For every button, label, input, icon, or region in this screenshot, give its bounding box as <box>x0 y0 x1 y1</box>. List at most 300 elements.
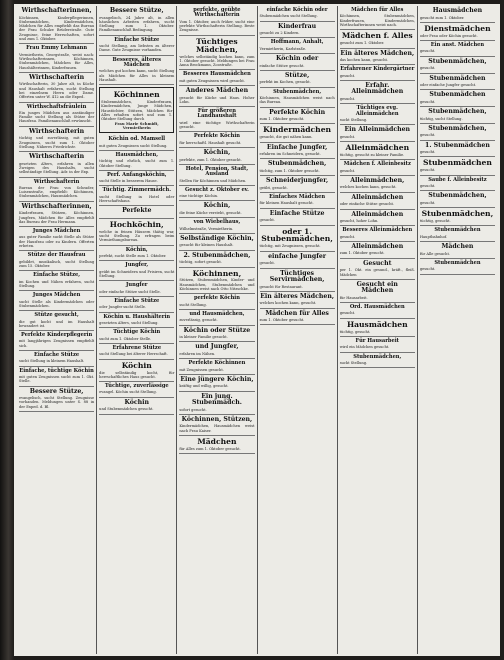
ad-body: gesucht. <box>339 311 356 316</box>
ad-body: für Alles zum 1. Oktober gesucht. <box>179 447 241 452</box>
ad-body: tüchtig, gesucht. <box>419 219 451 224</box>
ad-headline: Besseres, älteres Mädchen <box>112 56 161 68</box>
classified-ad <box>179 342 254 359</box>
ad-body: eine tüchtige Köchin. <box>179 194 219 199</box>
classified-ad <box>340 353 415 369</box>
classified-ad <box>99 297 174 313</box>
ad-headline: Alleinmädchen, <box>350 176 405 184</box>
ad-headline: perfekte Köchin <box>193 295 240 302</box>
ad-body: sucht Stellung bei älterer Herrschaft. <box>99 352 168 357</box>
ad-headline: Mädchen für Alles <box>351 7 404 13</box>
ad-headline: Stubenmädchen <box>434 259 481 266</box>
ad-body: gesucht zum 1. Oktober. <box>419 15 465 20</box>
ad-headline: und Hausmädchen, <box>189 311 245 318</box>
classified-ad <box>340 226 415 242</box>
classified-ad <box>19 251 94 271</box>
classified-ad <box>99 382 174 398</box>
ad-headline: Wirthschaftsfräulein <box>26 103 87 110</box>
classified-ad <box>179 310 254 326</box>
ad-headline: Eine jüngere Köchin, <box>180 375 254 383</box>
ad-headline: oder 1. Stubenmädchen, <box>261 226 333 244</box>
classified-ad <box>179 186 254 202</box>
ad-body: gesucht. <box>259 218 276 223</box>
classified-ad <box>99 344 174 360</box>
ad-body: erfahren im Nähen. <box>179 351 216 356</box>
ad-headline: Einfache Stütze <box>269 209 325 217</box>
ad-headline: Hausmädchen <box>346 319 408 329</box>
ad-body: gesucht. <box>419 267 436 272</box>
ad-headline: Ein jung. Stubenmädch. <box>191 392 242 407</box>
ad-body: evangel. Köchin sucht Stellung. <box>99 390 157 395</box>
classified-ad <box>19 387 94 412</box>
ad-body: tüchtig, gesucht zu kleiner Familie. <box>339 152 405 157</box>
classified-ad <box>420 176 495 192</box>
ad-headline: Kinderfrau <box>278 22 317 30</box>
classified-ad <box>179 251 254 268</box>
classified-ad <box>99 151 174 171</box>
classified-ad <box>340 142 415 160</box>
ad-headline: Ein Alleinmädchen <box>344 126 411 134</box>
classified-ad <box>19 227 94 251</box>
classified-ad <box>420 23 495 41</box>
ad-headline: Für größeren Landhaushalt <box>197 108 237 120</box>
classified-ad <box>340 81 415 104</box>
ad-column-2 <box>97 6 177 654</box>
ad-body: mit langjährigen Zeugnissen empfiehlt sich. <box>19 339 95 348</box>
ad-body: tüchtig, mit Zeugnissen, gesucht. <box>259 244 321 249</box>
ad-headline: Köchin, <box>203 202 231 210</box>
ad-headline: Mädchen f. Alleinbesitz <box>343 161 411 168</box>
ad-body: Vermietherin, Karlstraße. <box>259 46 307 51</box>
ad-headline: Tüchtige Köchin <box>113 329 161 336</box>
ad-column-4 <box>258 6 338 654</box>
classified-ad <box>99 186 174 206</box>
ad-body: erfahren im Schneidern, gesucht. <box>259 152 321 157</box>
classified-ad <box>179 415 254 436</box>
ad-body: gesucht, hoher Lohn. <box>339 219 379 224</box>
ad-body: perfekt im Kochen, gesucht. <box>259 80 311 85</box>
classified-ad <box>420 208 495 226</box>
classified-ad <box>99 261 174 281</box>
ad-body: das kochen kann, gesucht. <box>339 58 389 62</box>
ad-headline: Köchinnen, <box>192 268 242 278</box>
classified-ad <box>420 41 495 57</box>
ad-body: welches kochen kann, gesucht. <box>259 301 317 306</box>
ad-headline: Köchinnen <box>113 90 160 100</box>
classified-ad <box>420 191 495 208</box>
ad-headline: Bessere Stütze, <box>109 7 164 14</box>
ad-body: oder einfache Stütze gesucht. <box>339 202 395 207</box>
ad-headline: Ein älteres Mädchen, <box>260 292 334 300</box>
ad-body: welches kochen kann, gesucht. <box>339 185 397 190</box>
ad-headline: 1. Stubenmädchen <box>425 141 490 149</box>
ad-headline: Wirthschafterin <box>29 73 85 81</box>
ad-headline: 2. Stubenmädchen, <box>183 251 251 259</box>
book-spine <box>0 0 14 660</box>
ad-headline: Wirthschafterinnen, <box>21 202 92 210</box>
classified-ad <box>99 360 174 383</box>
ad-headline: Mädchen f. Alles <box>341 31 413 41</box>
ad-body: sucht Stellung in Hotel oder Herrschaftshaus. <box>99 194 175 204</box>
ad-body: gesucht. <box>419 49 436 54</box>
classified-ad <box>420 242 495 259</box>
ad-headline: Perfekte Köchin <box>193 133 240 140</box>
classified-ad <box>340 259 415 280</box>
ad-headline: Stubenmädchen, <box>267 160 327 168</box>
ad-body: gesucht für kleinen Haushalt. <box>179 243 234 248</box>
classified-ad <box>260 226 335 252</box>
classified-ad <box>179 392 254 415</box>
classified-ad <box>340 160 415 176</box>
ad-column-6 <box>418 6 497 654</box>
ad-headline: Stütze gesucht, <box>34 312 79 319</box>
ad-body: gesucht zum 1. Oktober. <box>339 41 385 46</box>
ad-body: die gut kocht und im Haushalt bewandert ist. <box>19 319 95 328</box>
classified-ad <box>19 152 94 177</box>
ad-headline: Einfaches Mädchen <box>269 194 326 201</box>
classified-ad <box>99 36 174 56</box>
ad-body: Stützen, Stubenmädchen, Kinder- und Hausmädchen, Stubenmädchen und Köchinnen weist nach Otto Nitzschke. <box>179 278 255 292</box>
ad-headline: Für Hausarbeit <box>355 338 399 345</box>
classified-ad <box>179 436 254 454</box>
ad-headline: Köchin <box>121 360 152 370</box>
ad-headline: Wirthschafterin <box>29 153 85 161</box>
ad-body: Köchinnen, Hausmädchen weist nach das Bureau. <box>259 96 335 105</box>
ad-headline: Köchin, <box>203 149 231 157</box>
classified-ad <box>260 193 335 209</box>
classified-ad <box>179 326 254 343</box>
ad-body: Wilhelmstraße, Vermietherin. <box>179 226 234 231</box>
ad-body: Ein junges Mädchen aus anständiger Familie sucht Stellung als Stütze der Hausfrau. Familienanschluß erwünscht. <box>19 110 95 124</box>
classified-ad <box>179 36 254 71</box>
ad-headline: Tüchtige, zuverlässige <box>104 383 169 390</box>
classified-ad <box>260 124 335 142</box>
ad-body: gesetzten Alters, sucht Stellung. <box>99 320 159 325</box>
ad-headline: von Wiebelhaus, <box>193 219 241 226</box>
ad-body: gesucht. <box>419 168 436 173</box>
classified-ad <box>340 210 415 227</box>
classified-ad <box>179 148 254 165</box>
ad-headline: Ein älteres Mädchen, <box>340 49 415 57</box>
ad-headline: Erfahr. Alleinmädchen <box>351 81 404 96</box>
ad-headline: Tüchtiges Mädchen, <box>196 36 238 54</box>
ad-headline: Erfahrener Kindergärtner <box>340 66 415 73</box>
classified-ad <box>260 292 335 309</box>
ad-body: gesucht für Restaurant. <box>259 284 303 289</box>
classified-ad <box>260 269 335 292</box>
ad-headline: Einfache Stütze <box>34 352 80 359</box>
ad-headline: Perfekte <box>122 207 152 215</box>
ad-headline: Köchin oder Stütze <box>183 326 251 334</box>
ad-headline: Mädchen <box>197 437 237 447</box>
ad-body: Hauptbahnhof. <box>419 234 448 239</box>
ad-headline: Stubenmädchen, <box>421 209 494 219</box>
classified-ad <box>340 65 415 81</box>
classified-ad <box>19 202 94 227</box>
ad-headline: Perfekte Köchin <box>269 108 326 116</box>
classified-ad <box>340 242 415 259</box>
ad-headline: Stütze, <box>284 71 310 79</box>
ad-headline: Kindermädchen <box>263 125 332 135</box>
classified-ad <box>340 280 415 303</box>
classified-ad <box>19 44 94 73</box>
ad-body: gesucht. <box>259 261 276 266</box>
ad-headline: Wirthschafterin <box>33 178 80 185</box>
classified-ad <box>99 171 174 187</box>
classified-ad <box>19 103 94 127</box>
ad-body: tüchtig, gesucht. <box>339 329 371 334</box>
ad-headline: Wirthschafterinnen, <box>21 7 92 14</box>
ad-body: mit Zeugnissen gesucht. <box>179 367 224 372</box>
ad-body: die feine Küche versteht, gesucht. <box>179 210 242 215</box>
ad-body: sofort gesucht. <box>179 407 207 412</box>
ad-headline: Einfache Jungfer, <box>266 143 328 151</box>
classified-ad <box>179 6 254 36</box>
ad-headline: Stubenmädchen, <box>428 108 487 116</box>
ad-body: mit guten Zeugnissen sucht Stellung. <box>99 143 168 148</box>
classified-ad <box>260 159 335 176</box>
ad-body: oder Frau oder Köchin gesucht. <box>419 33 478 38</box>
classified-ad <box>260 252 335 269</box>
ad-headline: Köchin od. Mamsell <box>108 136 166 143</box>
ad-headline: Stubenmädchen, <box>428 124 487 132</box>
classified-ad <box>99 206 174 219</box>
ad-headline: Perf. Anfangsköchin, <box>106 171 167 178</box>
classified-ad <box>19 367 94 387</box>
classified-ad <box>260 143 335 160</box>
ad-headline: Schneiderjungfer, <box>266 177 329 185</box>
ad-body: gesucht. <box>419 200 436 205</box>
classified-ad <box>19 6 94 44</box>
ad-body: gesucht zu 2 Kindern. <box>259 31 300 36</box>
ad-body: in kleiner Familie gesucht. <box>179 335 228 340</box>
ad-headline: Junges Mädchen <box>32 292 81 299</box>
ad-body: tüchtig, sucht Stellung. <box>419 116 463 121</box>
ad-body: tüchtig, zum 1. Oktober gesucht. <box>259 168 320 173</box>
ad-body: tüchtig, sofort gesucht. <box>179 260 222 265</box>
ad-body: gesucht. <box>339 73 356 78</box>
ad-body: gesucht. <box>339 234 356 239</box>
ad-headline: Köchinnen, Stützen, <box>181 415 253 423</box>
ad-headline: Gesucht ein Mädchen <box>356 280 398 295</box>
newspaper-page <box>14 4 500 656</box>
classified-ad <box>19 271 94 291</box>
ad-headline: Ord. Hausmädchen <box>349 304 405 311</box>
ad-body: geübt im Schneidern und Frisiren, sucht Stellung. <box>99 269 175 279</box>
ad-body: gesucht. <box>419 133 436 138</box>
ad-headline: Stubenmädchen <box>429 74 486 82</box>
ad-body: für herrschaftl. Haushalt gesucht. <box>179 140 242 145</box>
ad-headline: Köchin <box>124 398 149 406</box>
ad-body: sucht Stelle als Kindermädchen oder Stubenmädchen. <box>19 299 95 308</box>
ad-body: gesucht. <box>419 99 436 104</box>
ad-headline: Köchin u. Haushälterin <box>103 313 171 320</box>
classified-ad <box>179 268 254 295</box>
classified-ad <box>420 226 495 242</box>
ad-body: zum 1. Oktober gesucht. <box>259 318 305 323</box>
ad-body: gesucht, die gut nähen kann. <box>259 135 313 140</box>
ad-headline: Hausmädchen, <box>115 151 158 158</box>
classified-ad <box>19 331 94 351</box>
classified-ad <box>260 54 335 71</box>
ad-headline: Ein anst. Mädchen <box>430 42 485 49</box>
ad-body: einfache Stütze gesucht. <box>259 63 305 68</box>
ad-body: gesucht. <box>339 134 356 139</box>
ad-column-5 <box>338 6 418 654</box>
ad-body: gesucht für Küche und Haus. Hoher Lohn. <box>179 95 255 104</box>
ad-headline: Stubenmädchen <box>429 91 486 99</box>
classified-ad <box>99 398 174 415</box>
ad-headline: Stubenmädchen, <box>428 57 487 65</box>
ad-body: gesucht. <box>419 66 436 71</box>
classified-ad <box>340 6 415 30</box>
ad-headline: Erfahrene Stütze <box>112 344 162 351</box>
classified-ad <box>179 107 254 132</box>
ad-headline: Tüchtiges Servirmädchen, <box>269 269 325 284</box>
ad-body: welches selbständig kochen kann, zum 1. Oktober gesucht. Meldungen bei Frau Anna Brockmann, Zoostraße. <box>179 54 255 68</box>
classified-ad <box>19 311 94 331</box>
classified-ad <box>420 124 495 141</box>
ad-body: Vermietherin, Georgstraße, weist nach: Wirthschafterinnen, Köchinnen, Stubenmädchen, Mädchen für Alles, Haushälterinnen, Kinderfrauen. <box>19 52 95 70</box>
ad-headline: Anderes Mädchen <box>185 87 249 95</box>
ad-headline: Stubenmädchen, <box>353 353 402 360</box>
ad-body: zuverlässig, gesucht. <box>179 318 218 323</box>
ad-headline: Tüchtig. Zimmermädch. <box>102 187 171 194</box>
classified-ad <box>179 132 254 148</box>
ad-headline: Hochköchin, <box>109 219 164 229</box>
ad-headline: Dienstmädchen <box>424 23 491 33</box>
ad-body: sucht Stellung. <box>339 361 368 366</box>
classified-ad <box>179 294 254 310</box>
ad-body: gesetzten Alters, erfahren in allen Zweigen des Haushalts, sucht selbständige Stellung. Adr. in der Exp. <box>19 161 95 175</box>
ad-body: Vom 1. Oktober, auch früher, sucht eine perfekte Wirthschafterin Stellung. Beste Zeugnisse. <box>179 19 255 33</box>
ad-body: Wirthschafterin, 30 Jahre alt, in Küche und Haushalt erfahren, sucht Stellung bei einzelnem Herrn oder Dame. Offerten unter W. 412 an die Exped. <box>19 82 95 100</box>
ad-headline: Stütze der Hausfrau <box>27 252 86 259</box>
ad-body: sucht Stelle in besserem Hause. <box>99 179 158 184</box>
ad-headline: perfekte, geübte Wirthschafterin <box>193 7 241 19</box>
ad-body: und Stubenmädchen gesucht. <box>99 407 154 412</box>
classified-ad <box>19 351 94 367</box>
ad-headline: Stubenmädchen, <box>273 88 322 95</box>
ad-body: für Hausarbeit. <box>339 295 368 300</box>
ad-headline: Saube f. Alleinbesitz <box>428 176 487 183</box>
ad-body: zum 1. Oktober gesucht. <box>259 117 305 122</box>
classified-ad <box>99 87 174 133</box>
ad-headline: Hotel, Pension, Stadt, Ausland <box>185 165 249 178</box>
ad-body: gesucht. <box>419 150 436 155</box>
ad-headline: Einfache Stütze <box>114 297 160 304</box>
classified-ad <box>340 319 415 337</box>
ad-headline: Stubenmädchen <box>434 227 481 234</box>
ad-headline: Köchin, <box>125 246 148 253</box>
classified-ad <box>179 359 254 375</box>
classified-ad <box>179 201 254 218</box>
classified-ad <box>420 57 495 74</box>
classified-ad <box>420 74 495 91</box>
ad-body: Köchinnen, Stubenmädchen, Kinderfrauen, Kindermädchen, Wirthschafterinnen weist nach. <box>339 14 415 27</box>
ad-headline: Junges Mädchen <box>32 228 81 235</box>
ad-body: per 1. Okt. ein gesund., kräft., fleiß. Mädchen <box>339 268 415 277</box>
ad-body: im Kochen und Nähen erfahren, sucht Stellung. <box>19 279 95 288</box>
ad-body: mit guten Zeugnissen wird gesucht. <box>179 78 245 83</box>
classified-ad <box>340 176 415 193</box>
ad-headline: Wirthschafterin <box>29 127 85 135</box>
classified-ad <box>260 6 335 22</box>
ad-body: welches gut kochen kann, sucht Stellung als Mädchen für Alles in kleinem Haushalt. <box>99 69 175 82</box>
classified-ad <box>99 135 174 151</box>
ad-body: gesucht. <box>339 96 356 101</box>
classified-ad <box>99 56 174 86</box>
ad-headline: Stubenmädchen <box>422 158 492 168</box>
column-container <box>17 6 497 654</box>
classified-ad <box>260 209 335 226</box>
ad-headline: Perfekte Kinderpflegerin <box>21 332 93 339</box>
ad-body: mit guten Zeugnissen sucht zum 1. Okt. Stelle. <box>19 375 95 384</box>
classified-ad <box>179 86 254 107</box>
ad-body: Stubenmädchen sucht Stellung. <box>259 14 318 19</box>
ad-body: Stellen für Köchinnen und Mädchen. <box>179 178 247 183</box>
ad-body: tüchtig und ehrlich, sucht zum 1. Oktober Stellung. <box>99 159 175 168</box>
classified-ad <box>420 6 495 23</box>
classified-ad <box>99 219 174 246</box>
ad-headline: und Jungfer, <box>195 343 239 351</box>
ad-headline: Alleinmädchen <box>351 210 404 218</box>
classified-ad <box>99 313 174 329</box>
classified-ad <box>99 246 174 262</box>
classified-ad <box>420 90 495 107</box>
classified-ad <box>19 291 94 311</box>
ad-headline: Besseres Hausmädchen <box>183 71 251 78</box>
ad-body: zum 1. Oktober gesucht. <box>339 251 385 256</box>
classified-ad <box>420 259 495 275</box>
classified-ad <box>340 30 415 48</box>
ad-body: Bureau der Frau von Schrader, Luisenstraße, empfiehlt: Köchinnen, Stubenmädchen, Hausmädchen. <box>19 185 95 199</box>
ad-headline: einfache Jungfer <box>268 252 327 260</box>
ad-headline: Gesucht z. Oktober ev. <box>184 186 249 193</box>
ad-headline: Selbständige Köchin, <box>180 234 254 242</box>
ad-body: gesucht. <box>339 168 356 173</box>
ad-body: sucht Stellung in kleinem Haushalt. <box>19 359 85 364</box>
ad-body: perfekt, sucht Stelle zum 1. Oktober. <box>99 254 167 259</box>
classified-ad <box>260 176 335 193</box>
ad-headline: Einfache, tüchtige Köchin <box>19 367 94 374</box>
ad-body: aus guter Familie sucht Stelle als Stütze der Hausfrau oder zu Kindern. Offerten erbeten. <box>19 235 95 249</box>
classified-ad <box>99 328 174 344</box>
ad-body: gebildet, musikalisch, sucht Stellung zum 15. Oktober. <box>19 259 95 269</box>
ad-headline: Köchin oder <box>275 55 319 63</box>
ad-body: Köchinnen, Kinderpflegerinnen, Stubenmädchen, Kindermädchen, Mädchen für Alles empfiehlt das Bureau der Frau Schulze Brüderstraße. Gute Zeugnisse, feine Herrschaften, sofort und zum 1. Oktober. <box>19 15 95 41</box>
ad-column-1 <box>17 6 97 654</box>
ad-headline: Mädchen für Alles <box>265 309 329 317</box>
ad-headline: Hausmädchen <box>432 7 483 14</box>
classified-ad <box>260 71 335 88</box>
classified-ad <box>19 73 94 103</box>
ad-body: für Alle gesucht. <box>419 251 451 256</box>
ad-body: die selbständig kocht, für herrschaftliches Haus gesucht. <box>99 370 175 379</box>
classified-ad <box>179 218 254 234</box>
ad-body: perfekte, zum 1. Oktober gesucht. <box>179 157 242 162</box>
ad-body: welche in feinen Häusern thätig war, sucht Stellung. Zu erfragen beim Vermiethungsbureau. <box>99 229 175 243</box>
ad-body: evangelisch, 24 Jahre alt, in allen häuslichen Arbeiten erfahren, sucht Stellung zum 1. Oktober. Familienanschluß Bedingung. <box>99 15 175 33</box>
ad-body: wird ein Mädchen gesucht. <box>339 345 390 350</box>
ad-body: evangelisch, sucht Stellung. Zeugnisse vorhanden. Meldungen unter S. 88 in der Exped. d. Bl. <box>19 396 95 409</box>
ad-column-3 <box>177 6 257 654</box>
classified-ad <box>420 157 495 175</box>
ad-body: kräftig und willig, gesucht. <box>179 384 229 389</box>
classified-ad <box>19 178 94 202</box>
ad-body: sucht zum 1. Oktober Stelle. <box>99 336 152 341</box>
classified-ad <box>179 375 254 392</box>
